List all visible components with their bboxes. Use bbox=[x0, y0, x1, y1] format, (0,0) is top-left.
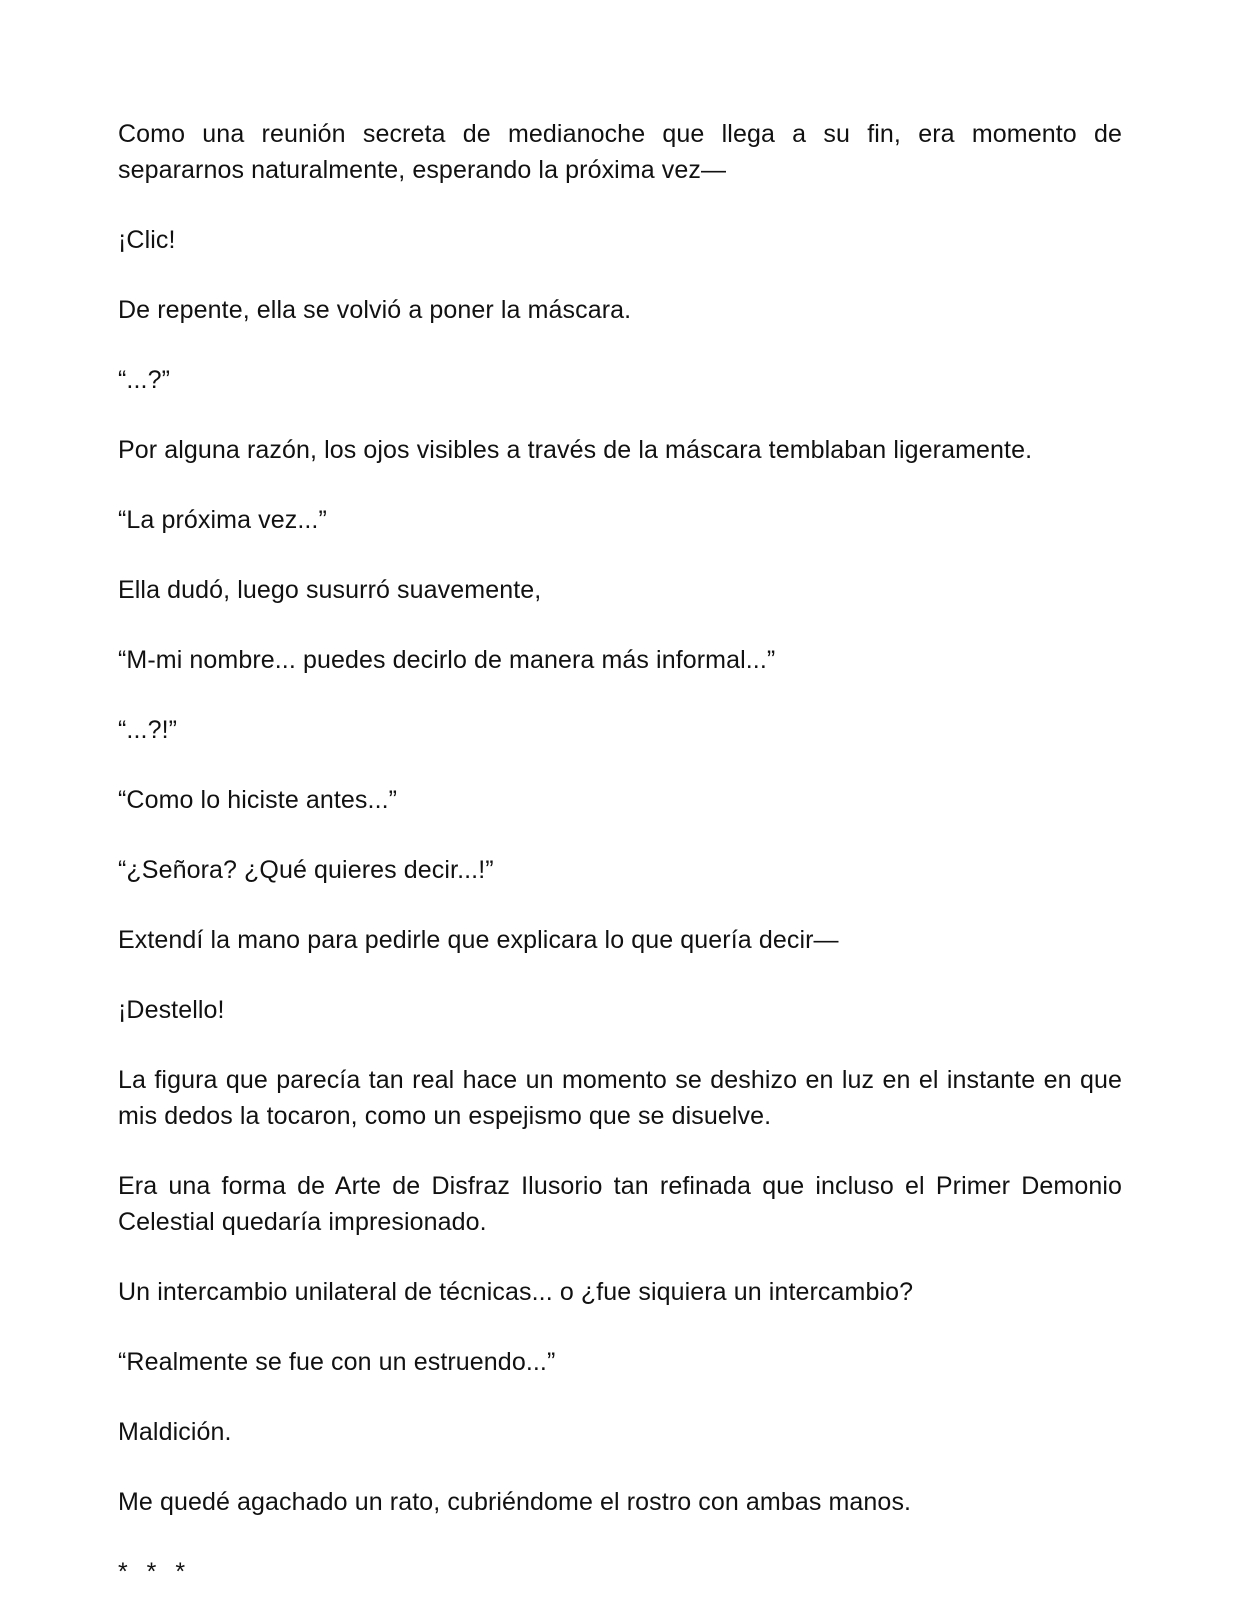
scene-separator: * * * bbox=[118, 1558, 192, 1586]
paragraph-19: Me quedé agachado un rato, cubriéndome el rostro con ambas manos. bbox=[118, 1488, 912, 1516]
paragraph-7: Ella dudó, luego susurró suavemente, bbox=[118, 576, 542, 604]
paragraph-18: Maldición. bbox=[118, 1418, 232, 1446]
paragraph-3: De repente, ella se volvió a poner la máscara. bbox=[118, 296, 632, 324]
paragraph-8: “M-mi nombre... puedes decirlo de manera más informal...” bbox=[118, 646, 776, 674]
paragraph-6: “La próxima vez...” bbox=[118, 506, 327, 534]
paragraph-1: Como una reunión secreta de medianoche que llega a su fin, era momento de separarnos naturalmente, esperando la próxima vez— bbox=[118, 120, 1122, 184]
paragraph-11: “¿Señora? ¿Qué quieres decir...!” bbox=[118, 856, 494, 884]
paragraph-14: La figura que parecía tan real hace un momento se deshizo en luz en el instante en que mis dedos la tocaron, como un espejismo que se disuelve. bbox=[118, 1066, 1122, 1130]
document-page bbox=[118, 116, 1122, 1590]
paragraph-16: Un intercambio unilateral de técnicas... o ¿fue siquiera un intercambio? bbox=[118, 1278, 914, 1306]
paragraph-13: ¡Destello! bbox=[118, 996, 225, 1024]
paragraph-12: Extendí la mano para pedirle que explicara lo que quería decir— bbox=[118, 926, 839, 954]
paragraph-17: “Realmente se fue con un estruendo...” bbox=[118, 1348, 556, 1376]
paragraph-4: “...?” bbox=[118, 366, 170, 394]
paragraph-9: “...?!” bbox=[118, 716, 178, 744]
paragraph-2: ¡Clic! bbox=[118, 226, 176, 254]
paragraph-10: “Como lo hiciste antes...” bbox=[118, 786, 398, 814]
paragraph-5: Por alguna razón, los ojos visibles a través de la máscara temblaban ligeramente. bbox=[118, 436, 1033, 464]
paragraph-15: Era una forma de Arte de Disfraz Ilusorio tan refinada que incluso el Primer Demonio Celestial quedaría impresionado. bbox=[118, 1172, 1122, 1236]
